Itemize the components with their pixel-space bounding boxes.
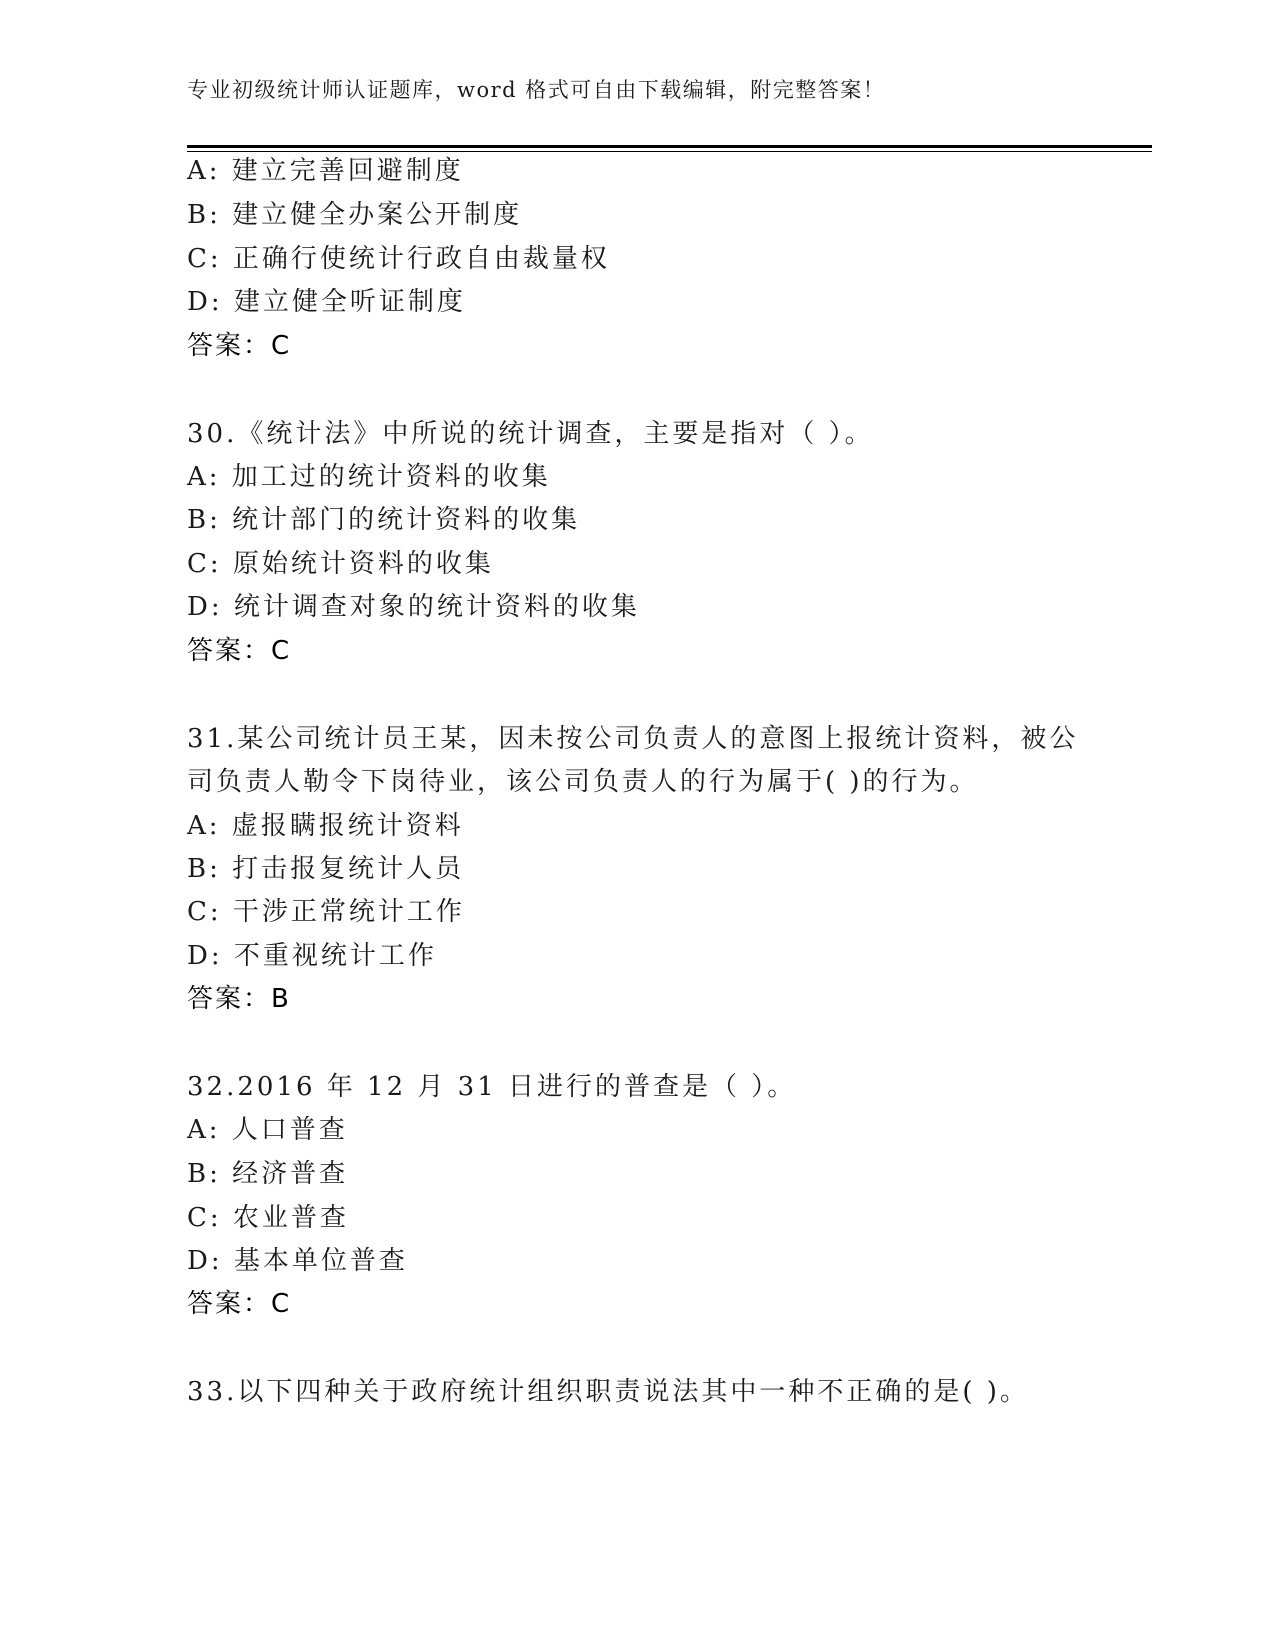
q29-answer: 答案：C	[187, 331, 292, 361]
header-rule-thick	[187, 145, 1152, 148]
page-header: 专业初级统计师认证题库，word 格式可自由下载编辑，附完整答案！	[187, 78, 886, 102]
q29-option-c: C: 正确行使统计行政自由裁量权	[187, 244, 610, 274]
q31-option-b: B: 打击报复统计人员	[187, 854, 465, 884]
q30-question: 30.《统计法》中所说的统计调查，主要是指对（ ）。	[187, 419, 874, 449]
q32-option-d: D: 基本单位普查	[187, 1246, 408, 1276]
q32-answer: 答案：C	[187, 1289, 292, 1319]
q31-question-line2: 司负责人勒令下岗待业，该公司负责人的行为属于( )的行为。	[187, 767, 979, 797]
q33-question: 33.以下四种关于政府统计组织职责说法其中一种不正确的是( )。	[187, 1377, 1029, 1407]
header-rule-thin	[187, 151, 1152, 152]
q30-answer: 答案：C	[187, 636, 292, 666]
q30-option-a: A: 加工过的统计资料的收集	[187, 462, 551, 492]
q31-option-d: D: 不重视统计工作	[187, 941, 437, 971]
q32-option-c: C: 农业普查	[187, 1203, 349, 1233]
q31-answer: 答案：B	[187, 984, 291, 1014]
q31-option-a: A: 虚报瞒报统计资料	[187, 811, 464, 841]
q29-option-b: B: 建立健全办案公开制度	[187, 200, 523, 230]
q30-option-c: C: 原始统计资料的收集	[187, 549, 494, 579]
q31-option-c: C: 干涉正常统计工作	[187, 897, 465, 927]
q32-option-b: B: 经济普查	[187, 1159, 349, 1189]
q30-option-b: B: 统计部门的统计资料的收集	[187, 505, 581, 535]
q29-option-d: D: 建立健全听证制度	[187, 287, 466, 317]
q31-question-line1: 31.某公司统计员王某，因未按公司负责人的意图上报统计资料，被公	[187, 724, 1079, 754]
q30-option-d: D: 统计调查对象的统计资料的收集	[187, 592, 640, 622]
q29-option-a: A: 建立完善回避制度	[187, 156, 464, 186]
q32-option-a: A: 人口普查	[187, 1115, 348, 1145]
q32-question: 32.2016 年 12 月 31 日进行的普查是（ ）。	[187, 1072, 797, 1102]
